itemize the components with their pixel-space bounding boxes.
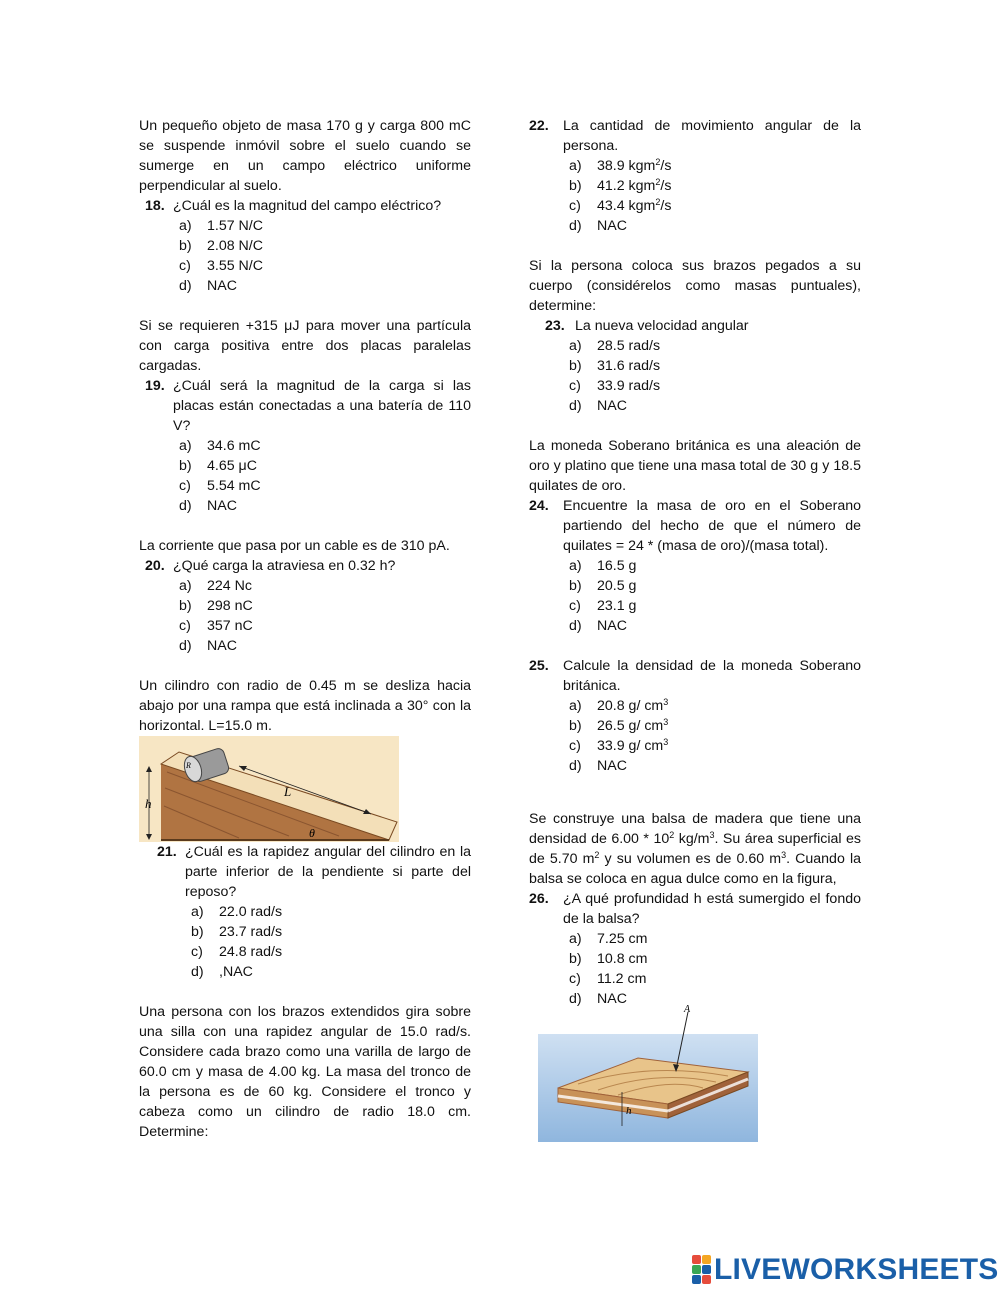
options-18 xyxy=(139,216,471,296)
intro-q20: La corriente que pasa por un cable es de 310 pA. xyxy=(139,538,450,554)
intro-q19: Si se requieren +315 μJ para mover una partícula con carga positiva entre dos placas paralelas cargadas. xyxy=(139,318,471,374)
question-18 xyxy=(139,196,471,216)
option-24b[interactable]: b) 20.5 g xyxy=(569,578,637,594)
liveworksheets-logo xyxy=(692,1252,999,1286)
option-22a[interactable]: a) 38.9 kgm$^2$/s xyxy=(569,157,672,174)
question-19 xyxy=(139,376,471,436)
depth-label: h xyxy=(626,1105,632,1117)
option-20c[interactable]: c) 357 nC xyxy=(179,618,253,634)
option-19a[interactable]: a) 34.6 mC xyxy=(179,438,261,454)
question-25 xyxy=(529,656,861,696)
options-26 xyxy=(529,929,861,1009)
question-20 xyxy=(139,556,471,576)
option-21d[interactable]: d) ,NAC xyxy=(191,964,253,980)
angle-label: θ xyxy=(309,826,315,840)
left-column xyxy=(139,116,471,1142)
area-label: A xyxy=(684,1004,691,1015)
options-24 xyxy=(529,556,861,636)
option-23a[interactable]: a) 28.5 rad/s xyxy=(569,338,661,354)
question-number: 22. xyxy=(529,118,549,134)
options-21 xyxy=(139,902,471,982)
height-label: h xyxy=(145,796,152,811)
option-22b[interactable]: b) 41.2 kgm$^2$/s xyxy=(569,177,672,194)
question-22 xyxy=(529,116,861,156)
option-24c[interactable]: c) 23.1 g xyxy=(569,598,637,614)
intro-q24: La moneda Soberano británica es una aleación de oro y platino que tiene una masa total de 30 g y 18.5 quilates de oro. xyxy=(529,438,861,494)
question-text: ¿Qué carga la atraviesa en 0.32 h? xyxy=(173,558,396,574)
option-18a[interactable]: a) 1.57 N/C xyxy=(179,218,263,234)
option-20a[interactable]: a) 224 Nc xyxy=(179,578,252,594)
brand-name: LIVEWORKSHEETS xyxy=(714,1252,999,1286)
question-21 xyxy=(139,842,471,902)
option-25b[interactable]: b) 26.5 g/ $cm^3$ xyxy=(569,717,669,734)
option-20b[interactable]: b) 298 nC xyxy=(179,598,253,614)
option-23b[interactable]: b) 31.6 rad/s xyxy=(569,358,661,374)
ramp-figure xyxy=(139,736,399,842)
question-number: 25. xyxy=(529,658,549,674)
option-18c[interactable]: c) 3.55 N/C xyxy=(179,258,263,274)
question-text: La nueva velocidad angular xyxy=(575,318,749,334)
question-26 xyxy=(529,889,861,929)
question-number: 20. xyxy=(145,558,165,574)
option-18b[interactable]: b) 2.08 N/C xyxy=(179,238,263,254)
option-21b[interactable]: b) 23.7 rad/s xyxy=(191,924,283,940)
options-25 xyxy=(529,696,861,776)
question-text: ¿A qué profundidad h está sumergido el fondo de la balsa? xyxy=(563,891,861,927)
option-24d[interactable]: d) NAC xyxy=(569,618,627,634)
right-column xyxy=(529,116,861,1009)
question-24 xyxy=(529,496,861,556)
question-number: 19. xyxy=(145,378,165,394)
radius-label: R xyxy=(186,761,191,770)
question-number: 26. xyxy=(529,891,549,907)
raft-figure xyxy=(538,1000,758,1142)
option-23c[interactable]: c) 33.9 rad/s xyxy=(569,378,661,394)
question-text: Calcule la densidad de la moneda Soberano británica. xyxy=(563,658,861,694)
option-26a[interactable]: a) 7.25 cm xyxy=(569,931,648,947)
intro-q23: Si la persona coloca sus brazos pegados a su cuerpo (considérelos como masas puntuales), determine: xyxy=(529,258,861,314)
option-23d[interactable]: d) NAC xyxy=(569,398,627,414)
question-number: 21. xyxy=(157,844,177,860)
option-25d[interactable]: d) NAC xyxy=(569,758,627,774)
question-text: ¿Cuál es la rapidez angular del cilindro en la parte inferior de la pendiente si parte del reposo? xyxy=(185,844,471,900)
question-23 xyxy=(529,316,861,336)
option-19c[interactable]: c) 5.54 mC xyxy=(179,478,261,494)
question-number: 24. xyxy=(529,498,549,514)
option-18d[interactable]: d) NAC xyxy=(179,278,237,294)
question-text: ¿Cuál es la magnitud del campo eléctrico? xyxy=(173,198,442,214)
option-19b[interactable]: b) 4.65 μC xyxy=(179,458,257,474)
intro-q21: Un cilindro con radio de 0.45 m se desliza hacia abajo por una rampa que está inclinada a 30° con la horizontal. L=15.0 m. xyxy=(139,678,471,734)
option-21c[interactable]: c) 24.8 rad/s xyxy=(191,944,283,960)
option-24a[interactable]: a) 16.5 g xyxy=(569,558,637,574)
question-number: 23. xyxy=(545,318,565,334)
question-number: 18. xyxy=(145,198,165,214)
options-22 xyxy=(529,156,861,236)
options-20 xyxy=(139,576,471,656)
length-label: L xyxy=(284,784,292,799)
options-23 xyxy=(529,336,861,416)
option-25a[interactable]: a) 20.8 g/ $cm^3$ xyxy=(569,697,669,714)
option-19d[interactable]: d) NAC xyxy=(179,498,237,514)
intro-q18: Un pequeño objeto de masa 170 g y carga 800 mC se suspende inmóvil sobre el suelo cuando se sumerge en un campo eléctrico uniforme perpendicular al suelo. xyxy=(139,118,471,194)
intro-q22: Una persona con los brazos extendidos gira sobre una silla con una rapidez angular de 15.0 rad/s. Considere cada brazo como una varilla de largo de 60.0 cm y masa de 4.00 kg. La masa del tronco de la persona es de 60 kg. Considere el tronco y cabeza como un cilindro de radio 18.0 cm. Determine: xyxy=(139,1004,471,1140)
option-22d[interactable]: d) NAC xyxy=(569,218,627,234)
options-19 xyxy=(139,436,471,516)
question-text: Encuentre la masa de oro en el Soberano partiendo del hecho de que el número de quilates = 24 * (masa de oro)/(masa total). xyxy=(563,498,861,554)
option-26d[interactable]: d) NAC xyxy=(569,991,627,1007)
option-22c[interactable]: c) 43.4 kgm$^2$/s xyxy=(569,197,672,214)
option-20d[interactable]: d) NAC xyxy=(179,638,237,654)
logo-mark-icon xyxy=(692,1255,711,1284)
option-26c[interactable]: c) 11.2 cm xyxy=(569,971,647,987)
option-21a[interactable]: a) 22.0 rad/s xyxy=(191,904,283,920)
option-26b[interactable]: b) 10.8 cm xyxy=(569,951,648,967)
question-text: ¿Cuál será la magnitud de la carga si las placas están conectadas a una batería de 110 V? xyxy=(173,378,471,434)
intro-q26: Se construye una balsa de madera que tiene una densidad de $6.00 * 10^2$ $kg/m^3$. Su área superficial es de 5.70 $m^2$ y su volumen es de 0.60 $m^3$. Cuando la balsa se coloca en agua dulce como en la figura, xyxy=(529,811,861,887)
question-text: La cantidad de movimiento angular de la persona. xyxy=(563,118,861,154)
option-25c[interactable]: c) 33.9 g/ $cm^3$ xyxy=(569,737,669,754)
